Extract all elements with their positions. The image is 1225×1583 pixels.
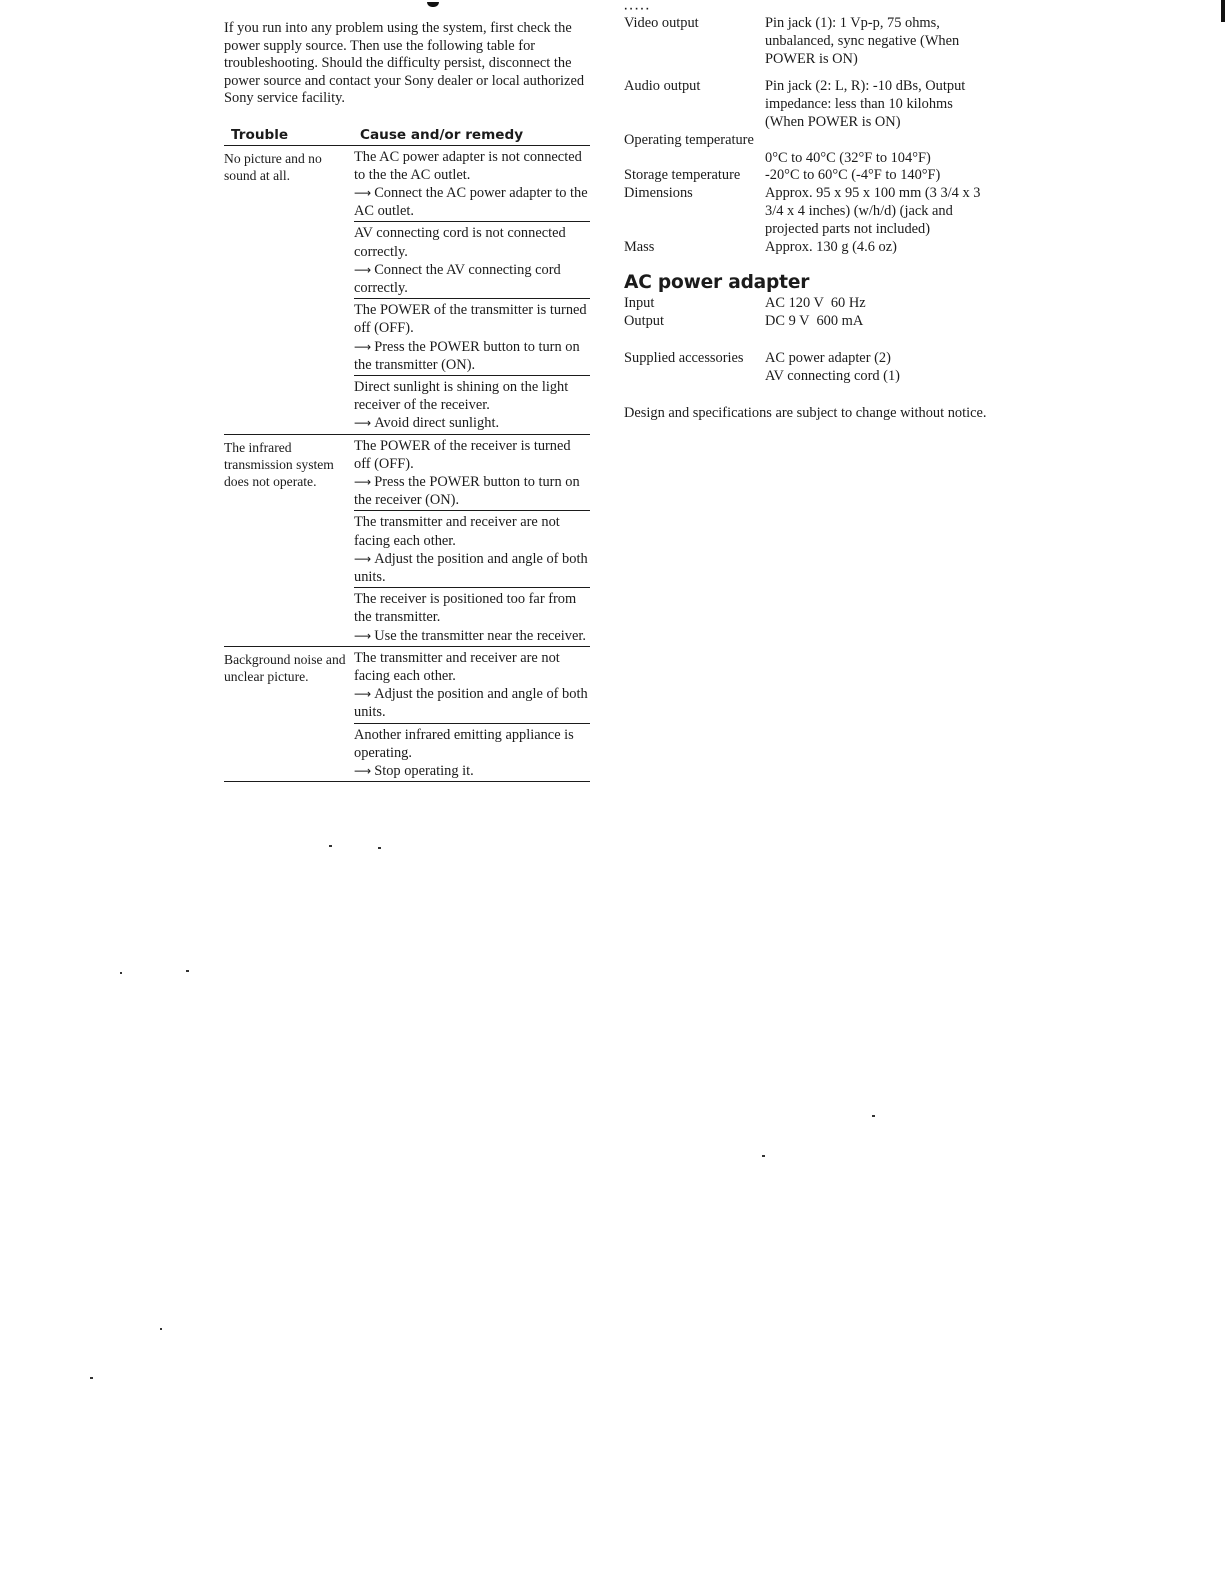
arrow-icon: ⟶ xyxy=(354,416,372,431)
cause-list xyxy=(354,146,590,434)
spec-label: Supplied accessories xyxy=(624,349,744,366)
spec-value: Approx. 130 g (4.6 oz) xyxy=(765,238,897,255)
cause-entry xyxy=(354,146,590,223)
trouble-description: No picture and no sound at all. xyxy=(224,150,322,183)
scan-speck xyxy=(762,1155,765,1157)
cause-text: The receiver is positioned too far from the transmitter. xyxy=(354,591,577,626)
scan-speck xyxy=(872,1115,875,1117)
scan-speck xyxy=(378,847,381,849)
remedy-text: Connect the AC power adapter to the AC outlet. xyxy=(354,184,588,220)
remedy-text: Adjust the position and angle of both units. xyxy=(354,686,588,721)
spec-operating-temperature-label: Operating temperature xyxy=(624,131,754,148)
spec-label: Dimensions xyxy=(624,185,693,202)
spec-label: Storage temperature xyxy=(624,167,741,184)
cause-entry xyxy=(354,588,590,646)
remedy-text: Connect the AV connecting cord correctly. xyxy=(354,261,561,296)
cause-entry xyxy=(354,724,590,782)
cause-entry xyxy=(354,511,590,588)
trouble-description: The infrared transmission system does not operate. xyxy=(224,439,334,489)
specifications-notice: Design and specifications are subject to change without notice. xyxy=(624,404,987,421)
arrow-icon: ⟶ xyxy=(354,339,372,354)
troubleshooting-section xyxy=(224,20,590,782)
cause-text: The transmitter and receiver are not facing each other. xyxy=(354,649,560,684)
specifications-section xyxy=(624,15,994,422)
intro-paragraph: If you run into any problem using the system, first check the power supply source. Then use the following table for troubleshooting. Should the difficulty persist, disconnect the power source and contact your Sony dealer or local authorized Sony service facility. xyxy=(224,20,585,106)
spec-label: Audio output xyxy=(624,78,701,95)
table-header xyxy=(224,127,590,146)
remedy-text: Stop operating it. xyxy=(374,763,474,779)
spec-mass xyxy=(624,239,994,257)
trouble-group xyxy=(224,647,590,782)
spec-value: Approx. 95 x 95 x 100 mm (3 3/4 x 3 3/4 x 4 inches) (w/h/d) (jack and projected parts not included) xyxy=(765,185,981,237)
arrow-icon: ⟶ xyxy=(354,687,372,702)
scan-speck xyxy=(329,845,332,847)
ac-adapter-heading: AC power adapter xyxy=(624,272,810,294)
spec-value: AC 120 V 60 Hz xyxy=(765,295,866,312)
spec-dimensions xyxy=(624,185,994,238)
cause-text: Direct sunlight is shining on the light receiver of the receiver. xyxy=(354,378,569,414)
spec-operating-temperature-value: 0°C to 40°C (32°F to 104°F) xyxy=(765,149,931,166)
accessory-item: AV connecting cord (1) xyxy=(765,367,900,384)
spec-value: DC 9 V 600 mA xyxy=(765,313,864,330)
troubleshooting-table xyxy=(224,127,590,783)
cropped-receiver-heading: ····· xyxy=(624,5,652,15)
arrow-icon: ⟶ xyxy=(354,185,372,200)
spec-value: -20°C to 60°C (-4°F to 140°F) xyxy=(765,167,941,184)
arrow-icon: ⟶ xyxy=(354,764,372,778)
cause-entry xyxy=(354,647,590,724)
cause-entry xyxy=(354,435,590,512)
cause-column-header: Cause and/or remedy xyxy=(360,126,524,143)
spec-input xyxy=(624,295,994,313)
trouble-description: Background noise and unclear picture. xyxy=(224,651,346,684)
remedy-text: Avoid direct sunlight. xyxy=(374,415,500,432)
accessory-item: AC power adapter (2) xyxy=(765,349,891,366)
cause-text: The POWER of the receiver is turned off (OFF). xyxy=(354,437,571,472)
spec-label: Input xyxy=(624,295,655,312)
cause-text: The transmitter and receiver are not facing each other. xyxy=(354,514,560,549)
cause-list xyxy=(354,647,590,781)
cropped-heading-fragment xyxy=(427,2,439,7)
trouble-column-header: Trouble xyxy=(231,126,289,143)
remedy-text: Use the transmitter near the receiver. xyxy=(374,627,586,644)
spec-label: Video output xyxy=(624,15,699,31)
arrow-icon: ⟶ xyxy=(354,474,372,489)
spec-label: Output xyxy=(624,313,664,330)
scan-edge-mark xyxy=(1221,0,1225,22)
spec-video-output xyxy=(624,15,994,68)
cause-entry xyxy=(354,299,590,376)
remedy-text: Adjust the position and angle of both units. xyxy=(354,550,588,585)
spec-supplied-accessories xyxy=(624,350,994,386)
cause-text: Another infrared emitting appliance is operating. xyxy=(354,726,574,761)
cause-text: The AC power adapter is not connected to the the AC outlet. xyxy=(354,148,582,183)
cause-text: AV connecting cord is not connected correctly. xyxy=(354,225,566,260)
spec-value: Pin jack (2: L, R): -10 dBs, Output impedance: less than 10 kilohms (When POWER is ON) xyxy=(765,78,966,130)
cause-list xyxy=(354,435,590,646)
remedy-text: Press the POWER button to turn on the receiver (ON). xyxy=(354,473,580,509)
scan-speck xyxy=(186,970,189,972)
arrow-icon: ⟶ xyxy=(354,628,372,643)
spec-value: Pin jack (1): 1 Vp-p, 75 ohms, unbalanced, sync negative (When POWER is ON) xyxy=(765,15,960,67)
remedy-text: Press the POWER button to turn on the transmitter (ON). xyxy=(354,338,580,373)
trouble-group xyxy=(224,435,590,647)
cause-entry xyxy=(354,222,590,299)
arrow-icon: ⟶ xyxy=(354,551,372,566)
cause-text: The POWER of the transmitter is turned off (OFF). xyxy=(354,302,587,337)
scan-speck xyxy=(160,1328,162,1330)
spec-storage-temperature xyxy=(624,167,994,185)
spec-output xyxy=(624,313,994,331)
arrow-icon: ⟶ xyxy=(354,262,372,277)
spec-label: Mass xyxy=(624,238,655,255)
scan-speck xyxy=(90,1377,93,1379)
cause-entry xyxy=(354,376,590,434)
scan-speck xyxy=(120,972,122,974)
trouble-group xyxy=(224,146,590,435)
accessory-list xyxy=(765,350,994,386)
spec-audio-output xyxy=(624,78,994,131)
